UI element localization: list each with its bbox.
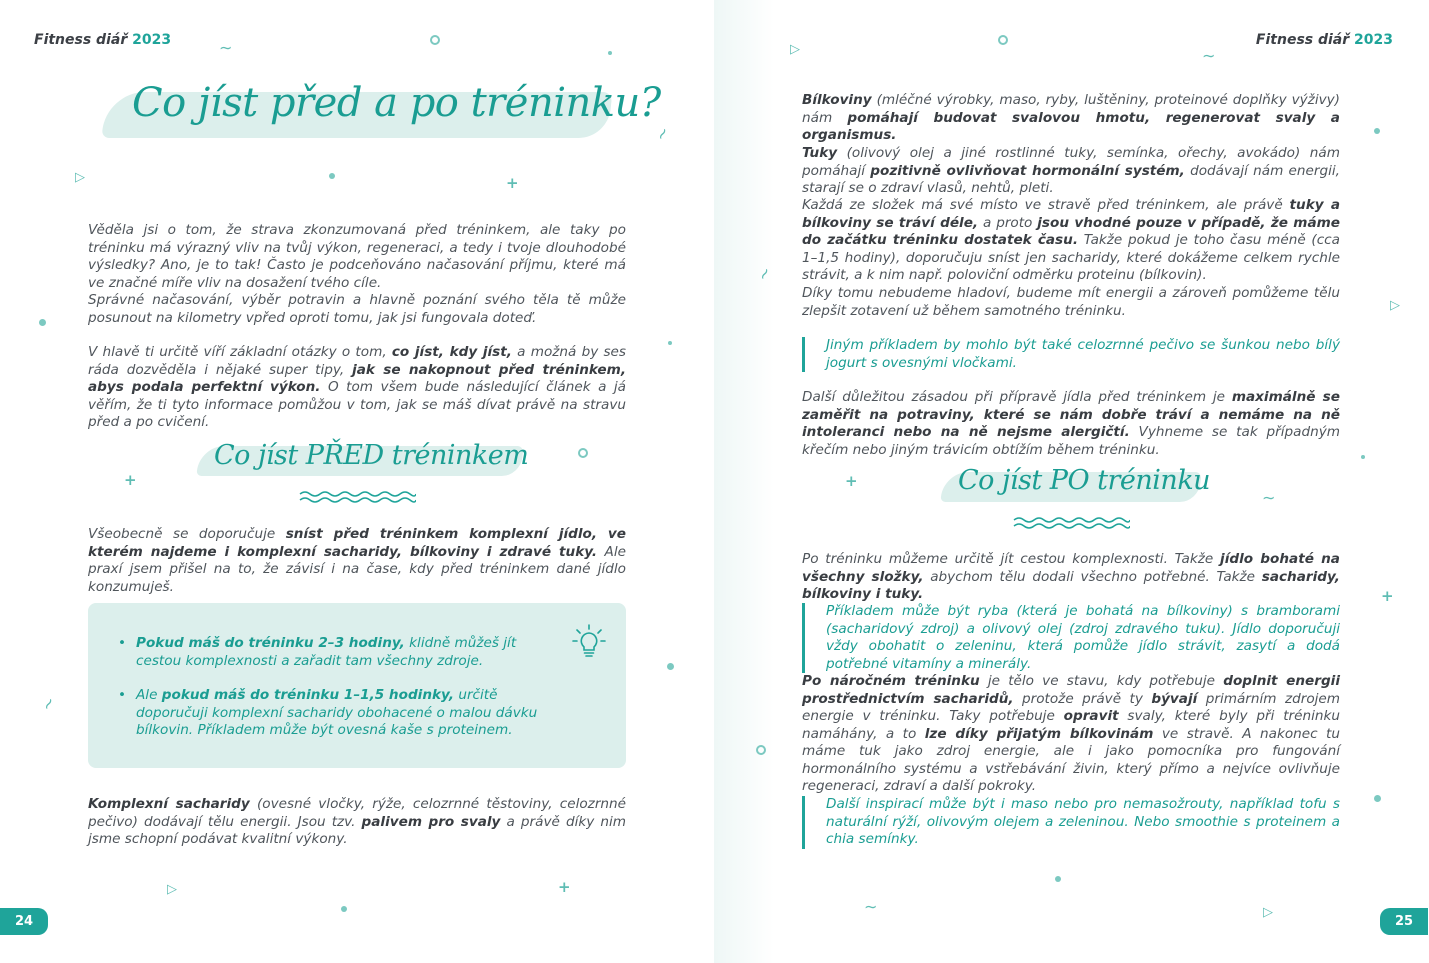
bold-text: jak se nakopnout před tréninkem, abys podala perfektní výkon. [88,361,626,395]
ring-icon [998,35,1008,45]
dot-icon [667,663,674,670]
squiggle-icon: ∼ [1262,488,1276,507]
intro-paragraph-1: Věděla jsi o tom, že strava zkonzumovaná před tréninkem, ale taky po tréninku má výrazný vliv na tvůj výkon, regeneraci, a tedy i tvoje dlouhodobé výsledky? Ano, je to tak! Často je podceňováno načasování příjmu, které má ve značné míře vliv na dosažení tvého cíle. [88,222,626,291]
tip-item-2: • Ale pokud máš do tréninku 1–1,5 hodinky, určitě doporučuji komplexní sacharidy obohacené o malou dávku bílkovin. Příkladem může být ovesná kaše s proteinem. [118,687,558,740]
tip-list [118,635,558,757]
bold-text: tuky a bílkoviny se tráví déle, [802,197,1341,231]
dot-icon [668,341,672,345]
complex-carbs-paragraph: Komplexní sacharidy (ovesné vločky, rýže, celozrnné těstoviny, celozrnné pečivo) dodávají tělu energii. Jsou tzv. palivem pro svaly a právě díky nim jsme schopní podávat kvalitní výkony. [88,796,627,847]
squiggle-icon: ∼ [219,38,233,57]
header-left [34,32,171,48]
header-right-title: Fitness diář [1255,32,1350,48]
dot-icon [329,173,335,179]
digestion-rule-paragraph: Další důležitou zásadou při přípravě jídla před tréninkem je maximálně se zaměřit na potraviny, které se nám dobře tráví a nemáme na ně intoleranci nebo na ně nejsme alergičtí. Vyhneme se tak případným křečím nebo jiným trávicím obtížím během tréninku. [802,389,1340,458]
components-paragraph: Každá ze složek má své místo ve stravě před tréninkem, ale právě tuky a bílkoviny se tráví déle, a proto jsou vhodné pouze v případě, že máme do začátku tréninku dostatek času. Takže pokud je toho času méně (cca 1–1,5 hodiny), doporučuju sníst jen sacharidy, které dokážeme celkem rychle strávit, a k nim např. poloviční odměrku proteinu (bílkovin). [802,197,1341,283]
before-paragraph: Všeobecně se doporučuje sníst před tréninkem komplexní jídlo, ve kterém najdeme i komplexní sacharidy, bílkoviny i zdravé tuky. Ale praxí jsem přišel na to, že závisí i na čase, kdy před tréninkem dané jídlo konzumuješ. [88,526,627,595]
dot-icon [341,906,347,912]
bold-text: maximálně se zaměřit na potraviny, které se nám dobře tráví a nemáme na ně intoleranci nebo na ně nejsme alergičtí. [802,389,1340,440]
after-paragraph: Po tréninku můžeme určitě jít cestou komplexnosti. Takže jídlo bohaté na všechny složky, abychom tělu dodali všechno potřebné. Takže sacharidy, bílkoviny i tuky. [802,551,1340,602]
bold-text: sacharidy, bílkoviny i tuky. [802,568,1340,602]
dot-icon [1361,455,1365,459]
plus-icon: + [558,878,571,896]
bold-text: pokud máš do tréninku 1–1,5 hodinky, [161,687,455,703]
plus-icon: + [845,472,858,490]
hard-training-paragraph: Po náročném tréninku je tělo ve stavu, kdy potřebuje doplnit energii prostřednictvím sacharidů, protože právě ty bývají primárním zdrojem energie v tréninku. Taky potřebuje opravit svaly, které byly při tréninku namáhány, a to lze díky přijatým bílkovinám ve stravě. A nakonec tu máme tuk jako zdroj energie, ale i jako pomocníka pro fungování hormonálního systému a vstřebávání živin, který přímo a nejvíce ovlivňuje regeneraci, zdraví a další pokroky. [802,673,1341,794]
header-left-title: Fitness diář [34,32,128,48]
squiggle-icon: ∼ [864,897,878,916]
section-title-before: Co jíst PŘED tréninkem [214,440,529,471]
quote-example-3: Další inspirací může být i maso nebo pro nemasožrouty, například tofu s naturální rýží, olivovým olejem a zeleninou. Nebo smoothie s proteinem a chia semínky. [802,796,1340,849]
ring-icon [756,745,766,755]
squiggle-icon: ∼ [650,123,674,145]
bold-text: Pokud máš do tréninku 2–3 hodiny, [136,635,405,651]
triangle-icon: ▷ [75,170,85,185]
bold-text: pomáhají budovat svalovou hmotu, regenerovat svaly a organismus. [802,109,1340,143]
ring-icon [578,448,588,458]
proteins-paragraph: Bílkoviny (mléčné výrobky, maso, ryby, luštěniny, proteinové doplňky výživy) nám pomáhají budovat svalovou hmotu, regenerovat svaly a organismus. [802,92,1340,143]
tip-box [88,603,626,768]
bold-text: opravit [1063,708,1119,724]
header-right [1256,32,1393,48]
dot-icon [608,51,612,55]
bold-text: Po náročném tréninku [802,673,980,689]
plus-icon: + [506,174,519,192]
bold-text: doplnit energii prostřednictvím sacharidů, [802,673,1341,707]
bold-text: pozitivně ovlivňovat hormonální systém, [870,162,1185,179]
ring-icon [430,35,440,45]
triangle-icon: ▷ [790,42,800,57]
dot-icon [1374,795,1381,802]
quote-example-1: Jiným příkladem by mohlo být také celozrnné pečivo se šunkou nebo bílý jogurt s ovesnými vločkami. [802,337,1340,372]
page-number-right: 25 [1380,908,1428,935]
intro-paragraph-2: Správné načasování, výběr potravin a hlavně poznání svého těla tě může posunout na kilometry vpřed oproti tomu, jak jsi fungovala doteď. [88,292,626,326]
plus-icon: + [1381,587,1394,605]
dot-icon [1055,876,1061,882]
bold-text: jídlo bohaté na všechny složky, [802,551,1340,585]
bold-text: Tuky [802,145,838,161]
bold-text: co jíst, kdy jíst, [391,344,512,360]
header-right-year: 2023 [1354,32,1393,48]
intro-paragraph-3: V hlavě ti určitě víří základní otázky o tom, co jíst, kdy jíst, a možná by ses ráda dozvěděla i nějaké super tipy, jak se nakopnout před tréninkem, abys podala perfektní výkon. O tom všem bude následující článek a já věřím, že ti tyto informace pomůžou v tom, jak se máš dívat právě na stravu před a po cvičení. [88,344,627,430]
page-number-left: 24 [0,908,48,935]
squiggle-icon: ∼ [36,693,60,715]
triangle-icon: ▷ [167,882,177,897]
squiggle-icon: ∼ [752,263,776,285]
dot-icon [1374,128,1380,134]
page-title: Co jíst před a po tréninku? [132,80,661,126]
bold-text: lze díky přijatým bílkovinám [924,725,1154,742]
bold-text: bývají [1151,690,1198,707]
section-title-after: Co jíst PO tréninku [958,465,1211,496]
left-page [0,0,714,963]
bold-text: sníst před tréninkem komplexní jídlo, ve kterém najdeme i komplexní sacharidy, bílkoviny i zdravé tuky. [88,526,626,560]
bold-text: jsou vhodné pouze v případě, že máme do začátku tréninku dostatek času. [802,214,1341,248]
lightbulb-icon [571,623,607,659]
bold-text: Komplexní sacharidy [88,796,250,812]
header-left-year: 2023 [132,32,172,48]
squiggle-icon: ∼ [1202,46,1216,65]
bold-text: Bílkoviny [802,92,872,108]
recovery-paragraph: Díky tomu nebudeme hladoví, budeme mít energii a zároveň pomůžeme tělu zlepšit zotavení už během samotného tréninku. [802,285,1340,319]
triangle-icon: ▷ [1263,905,1273,920]
bold-text: palivem pro svaly [361,813,501,830]
wave-divider-icon [1012,516,1130,530]
plus-icon: + [124,471,137,489]
dot-icon [39,319,46,326]
triangle-icon: ▷ [1390,298,1400,313]
tip-item-1: • Pokud máš do tréninku 2–3 hodiny, klidně můžeš jít cestou komplexnosti a zařadit tam všechny zdroje. [118,635,558,670]
fats-paragraph: Tuky (olivový olej a jiné rostlinné tuky, semínka, ořechy, avokádo) nám pomáhají pozitivně ovlivňovat hormonální systém, dodávají nám energii, starají se o zdraví vlasů, nehtů, pleti. [802,145,1340,196]
quote-example-2: Příkladem může být ryba (která je bohatá na bílkoviny) s bramborami (sacharidový zdroj) a olivový olej (zdroj zdravého tuku). Jídlo doporučuji vždy obohatit o zeleninu, která pomůže jídlo strávit, zasytí a dodá potřebné vitamíny a minerály. [802,603,1340,673]
wave-divider-icon [298,490,416,504]
